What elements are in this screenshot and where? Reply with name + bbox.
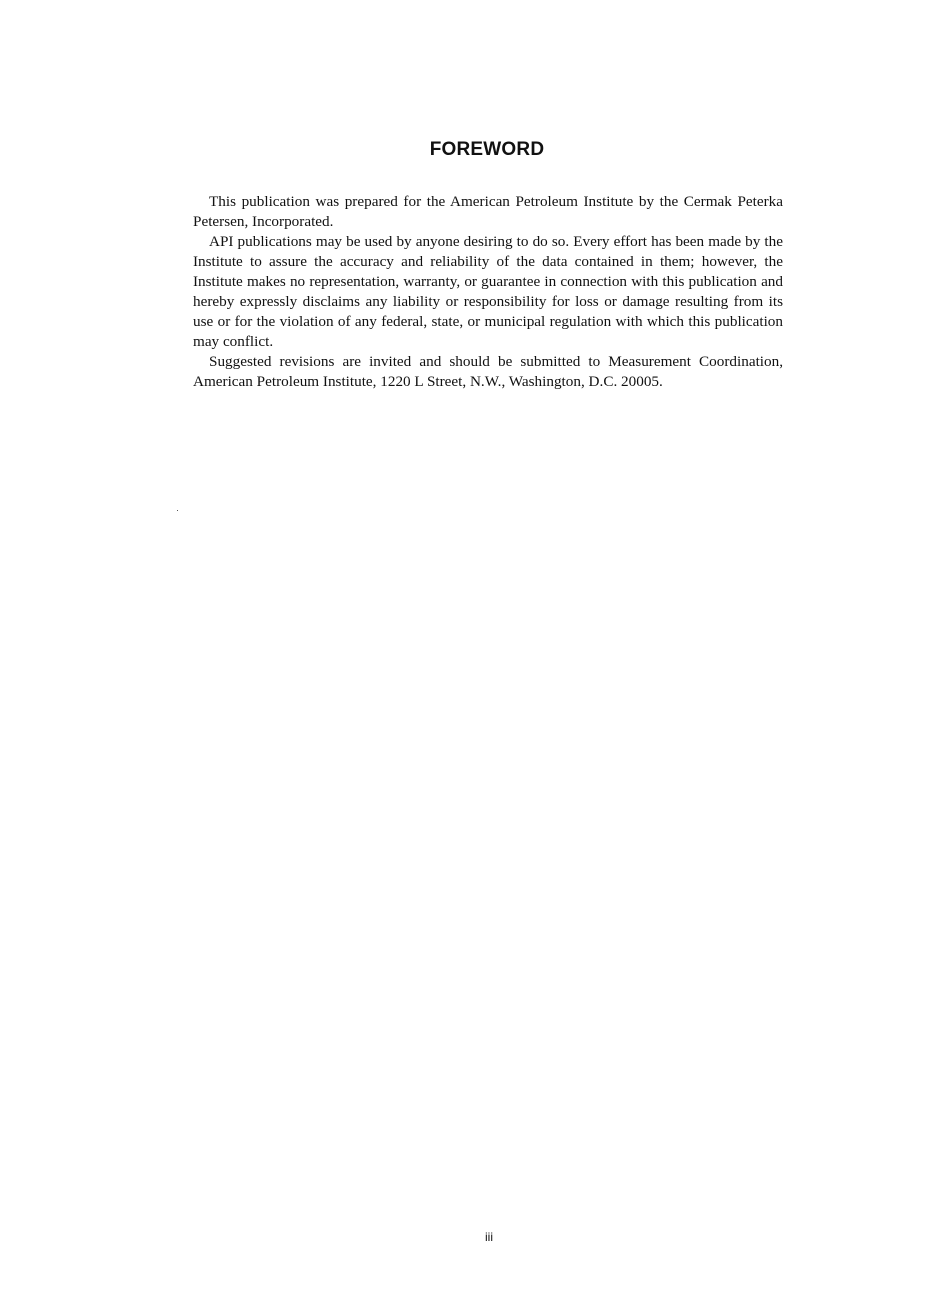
paragraph-disclaimer: API publications may be used by anyone desiring to do so. Every effort has been made by the Institute to assure the accuracy and reliability of the data contained in them; however, the Institute makes no representation, warranty, or guarantee in connection with this publication and hereby expressly disclaims any liability or responsibility for loss or damage resulting from its use or for the violation of any federal, state, or municipal regulation with which this publication may conflict. [193, 233, 783, 350]
paragraph-preparation: This publication was prepared for the American Petroleum Institute by the Cermak Peterka Petersen, Incorporated. [193, 193, 783, 230]
page-number: iii [485, 1230, 493, 1244]
scan-artifact [177, 510, 178, 511]
paragraph-revisions: Suggested revisions are invited and should be submitted to Measurement Coordination, American Petroleum Institute, 1220 L Street, N.W., Washington, D.C. 20005. [193, 353, 783, 390]
foreword-body [193, 192, 783, 392]
page-title: FOREWORD [429, 139, 545, 160]
